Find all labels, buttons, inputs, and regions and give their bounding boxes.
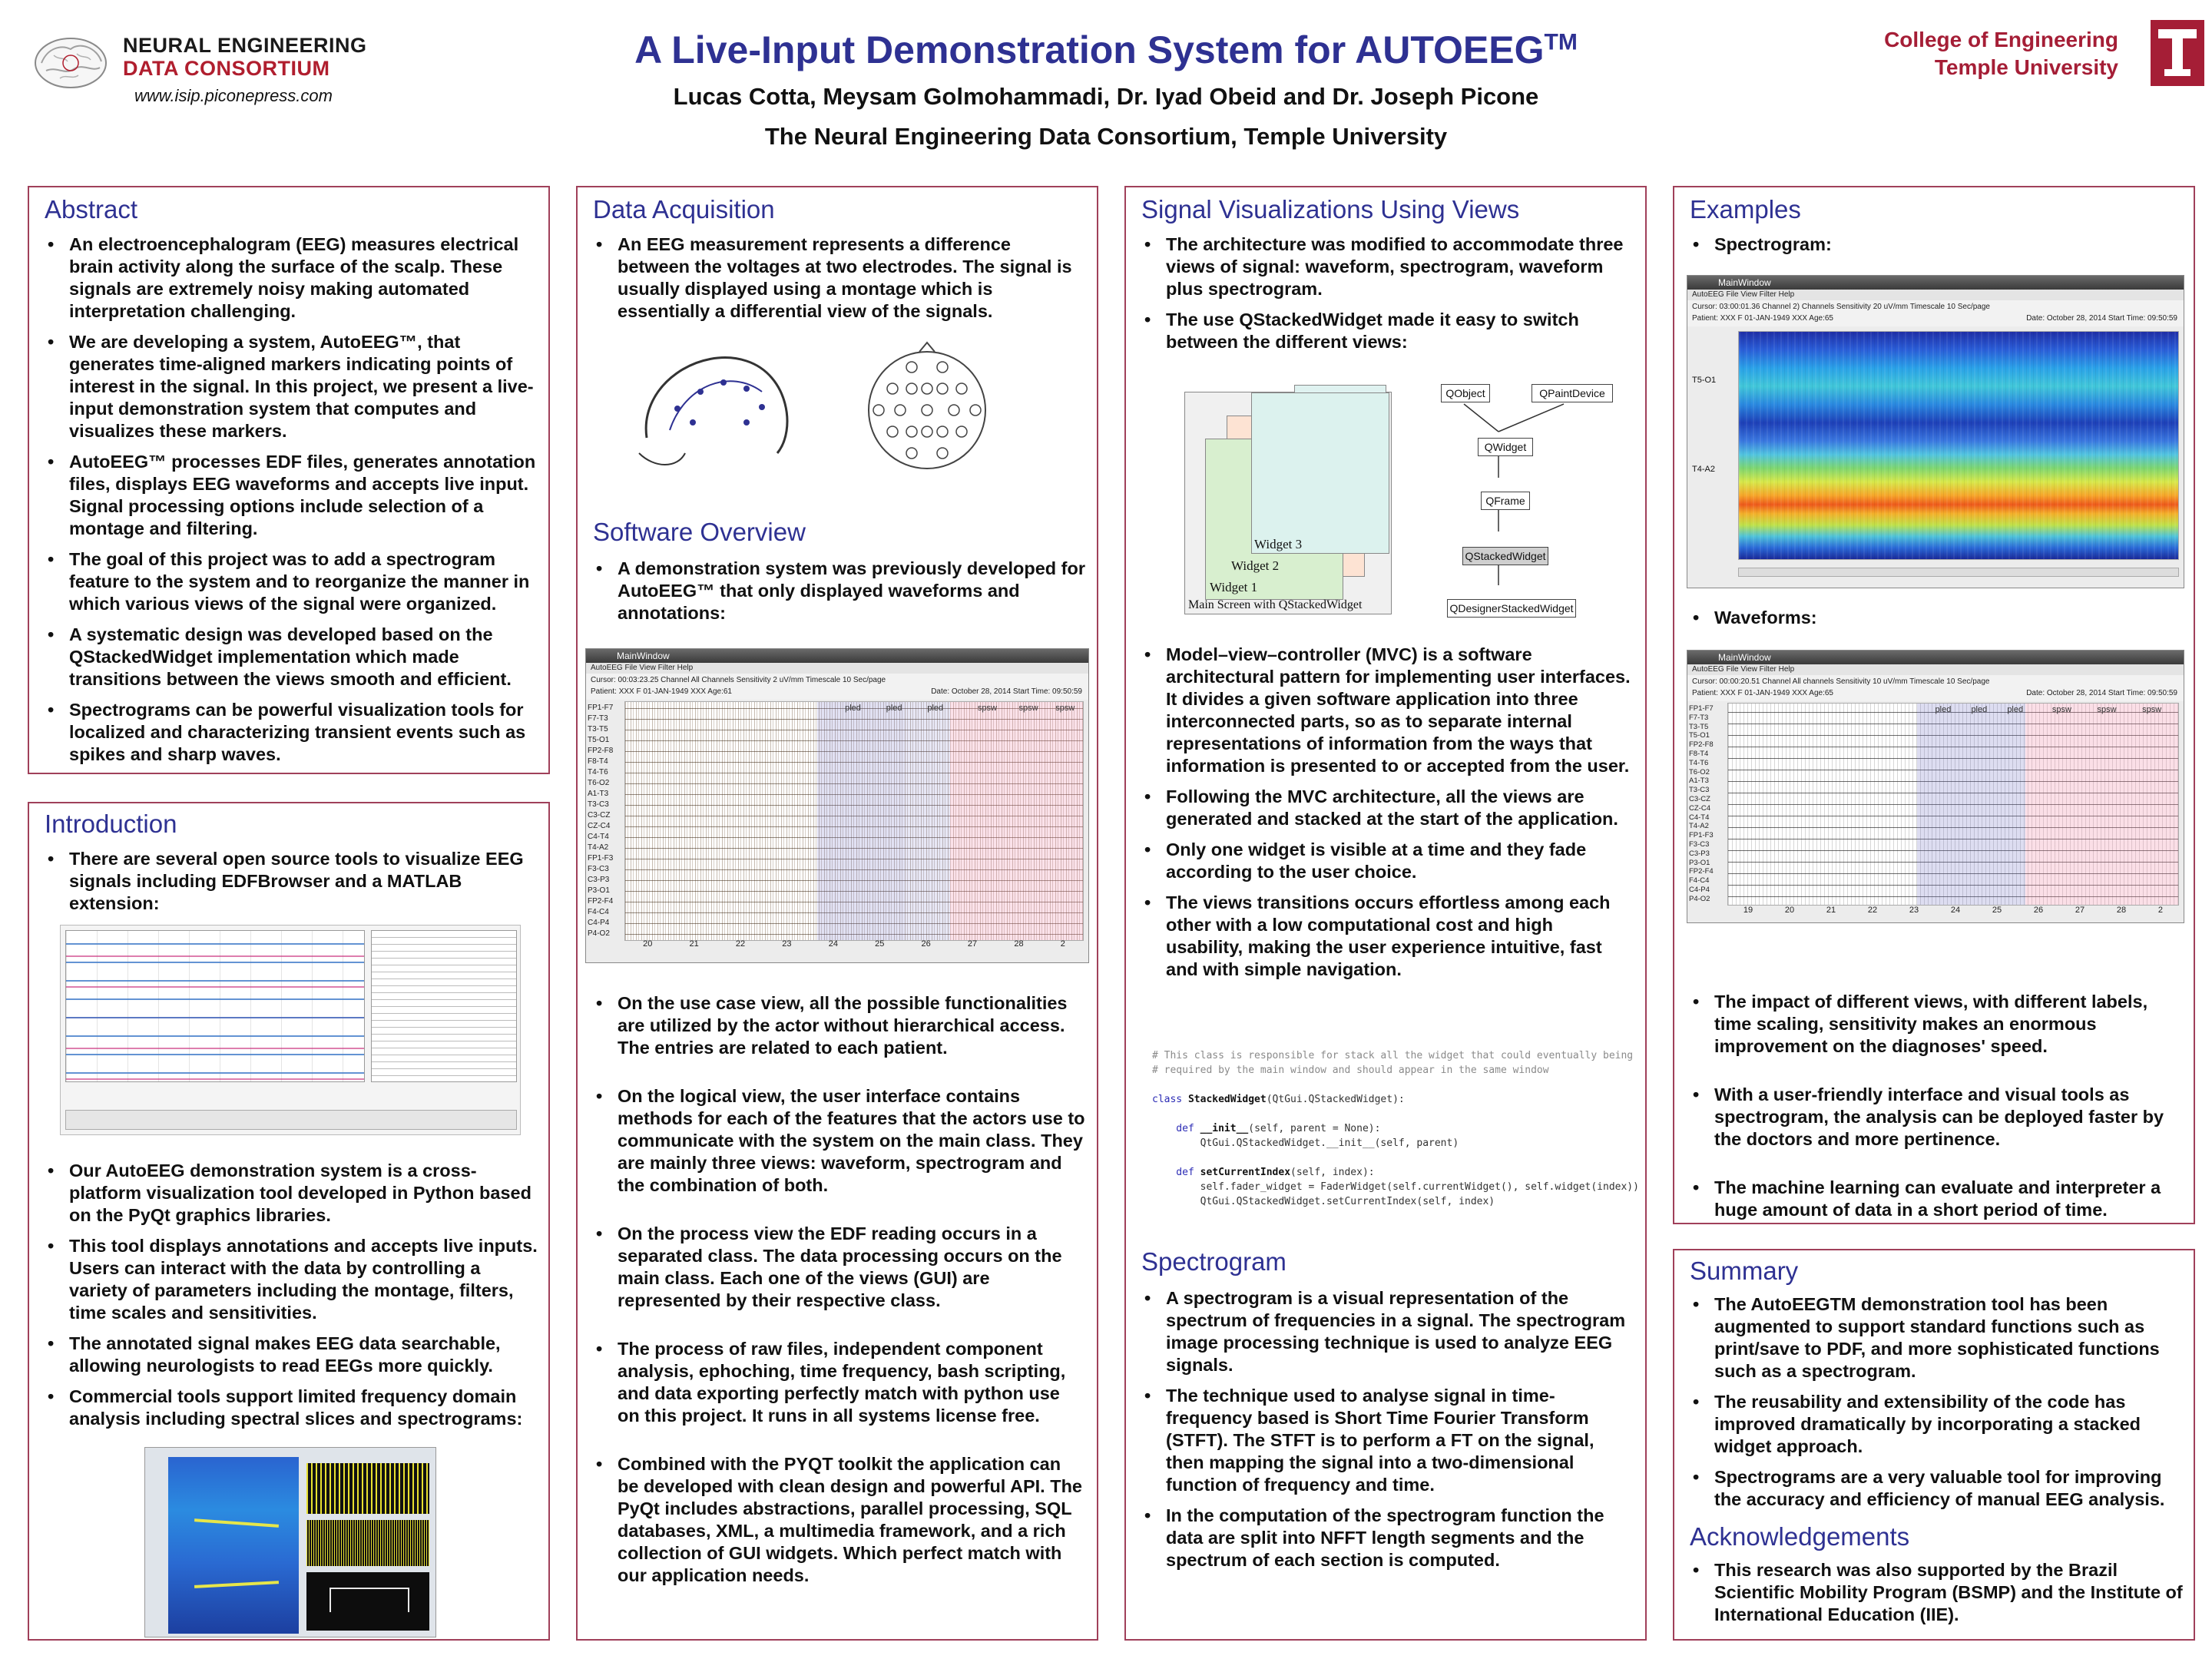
stacked-widget-diagram [1184, 392, 1392, 614]
cursor-readout: Cursor: 00:03:23.25 Channel All Channels Sensitivity 2 uV/mm Timescale 10 Sec/page [591, 676, 886, 684]
tick-label: 24 [828, 939, 838, 949]
list-item: • An EEG measurement represents a difference between the voltages at two electrodes. The signal is usually displayed using a montage which is essentially a differential view of the signals. [594, 233, 1086, 323]
annotation-label: pled [886, 704, 902, 713]
list-item: • The process of raw files, independent component analysis, ephoching, time frequency, bash scripting, and data exporting perfectly match with python use on this project. It runs in all systems license free. [594, 1338, 1086, 1427]
spectrogram-title: Spectrogram [1141, 1247, 1286, 1276]
edfbrowser-screenshot [60, 925, 521, 1135]
annotation-label: spsw [2142, 705, 2162, 714]
list-item: • On the use case view, all the possible functionalities are utilized by the actor without hierarchical access. The entries are related to each patient. [594, 992, 1086, 1059]
introduction-panel [28, 802, 550, 1641]
tick-label: 23 [782, 939, 792, 949]
code-text: QtGui.QStackedWidget.__init__(self, parent) [1152, 1137, 1459, 1149]
window-title: MainWindow [1687, 276, 2184, 290]
window-title: MainWindow [1687, 651, 2184, 664]
code-name: __init__ [1200, 1123, 1249, 1134]
spec-channel-label-2: T4-A2 [1692, 465, 1715, 474]
intro-list-bottom [46, 1160, 538, 1439]
code-text: (QtGui.QStackedWidget): [1266, 1094, 1405, 1105]
annotation-label: spsw [1018, 704, 1038, 713]
title-tm: TM [1544, 29, 1578, 55]
examples-label-spec [1691, 233, 2183, 264]
list-item: • A systematic design was developed based on the QStackedWidget implementation which made transitions between the views smooth and efficient. [46, 624, 538, 690]
list-item: • The architecture was modified to accommodate three views of signal: waveform, spectrogram, waveform plus spectrogram. [1143, 233, 1634, 300]
annotation-label: spsw [977, 704, 997, 713]
list-item: • There are several open source tools to visualize EEG signals including EDFBrowser and a MATLAB extension: [46, 848, 538, 915]
list-item: • On the logical view, the user interface contains methods for each of the features that the actors use to communicate with the system on the main class. They are mainly three views: waveform, spectrogram and the combination of both. [594, 1085, 1086, 1197]
data-acquisition-panel [576, 186, 1098, 1641]
list-item: • Spectrograms can be powerful visualization tools for localized and characterizing transient events such as spikes and sharp waves. [46, 699, 538, 766]
waveform-plot [624, 701, 1084, 941]
date-readout: Date: October 28, 2014 Start Time: 09:50:59 [2026, 689, 2177, 697]
code-keyword: def [1152, 1123, 1200, 1134]
summary-title: Summary [1690, 1257, 1799, 1285]
list-item: • A spectrogram is a visual representation of the spectrum of frequencies in a signal. The spectrogram image processing technique is used to analyze EEG signals. [1143, 1287, 1634, 1376]
list-item: • With a user-friendly interface and visual tools as spectrogram, the analysis can be deployed faster by the doctors and more pertinence. [1691, 1084, 2183, 1151]
stacked-widget-code [1152, 1034, 1639, 1233]
temple-t-logo [2151, 20, 2204, 86]
acknowledgements-title: Acknowledgements [1690, 1522, 1910, 1551]
signal-views-title: Signal Visualizations Using Views [1141, 195, 1520, 224]
widget-3-layer [1251, 392, 1389, 554]
annotation-label: pled [845, 704, 861, 713]
spectrogram-plot [1738, 331, 2179, 560]
annotation-label: spsw [2051, 705, 2071, 714]
examples-panel [1673, 186, 2195, 1224]
list-item: • An electroencephalogram (EEG) measures electrical brain activity along the surface of the scalp. These signals are extremely noisy making automated interpretation challenging. [46, 233, 538, 323]
node-qdesignerstackedwidget: QDesignerStackedWidget [1447, 599, 1576, 618]
window-title: MainWindow [586, 649, 1088, 663]
patient-readout: Patient: XXX F 01-JAN-1949 XXX Age:65 [1692, 689, 1833, 697]
list-item: • The reusability and extensibility of the code has improved dramatically by incorporating a stacked widget approach. [1691, 1391, 2183, 1458]
summary-list [1691, 1293, 2183, 1519]
list-item: • We are developing a system, AutoEEG™, that generates time-aligned markers indicating points of interest in the signal. In this project, we present a live-input demonstration system that computes and visualizes these markers. [46, 331, 538, 442]
list-item: • The machine learning can evaluate and interpreter a huge amount of data in a short period of time. [1691, 1177, 2183, 1221]
views-list-top [1143, 233, 1634, 362]
tick-label: 19 [1743, 906, 1753, 915]
main-screen-label: Main Screen with QStackedWidget [1188, 598, 1363, 611]
annotation-label: pled [1935, 705, 1952, 714]
date-readout: Date: October 28, 2014 Start Time: 09:50:59 [931, 687, 1082, 696]
summary-panel [1673, 1249, 2195, 1641]
spectrogram-list [1143, 1287, 1634, 1580]
list-item: • The goal of this project was to add a spectrogram feature to the system and to reorganize the manner in which various views of the signal were organized. [46, 548, 538, 615]
intro-list-top [46, 848, 538, 923]
tick-label: 28 [1014, 939, 1024, 949]
widget3-label: Widget 3 [1254, 537, 1303, 551]
examples-label-wave [1691, 607, 2183, 637]
tick-label: 22 [1867, 906, 1878, 915]
list-item: • This research was also supported by the Brazil Scientific Mobility Program (BSMP) and the Institute of International Education (IIE). [1691, 1559, 2183, 1626]
list-item: • The annotated signal makes EEG data searchable, allowing neurologists to read EEGs more quickly. [46, 1333, 538, 1377]
channel-labels: FP1-F7 F7-T3 T3-T5 T5-O1 FP2-F8 F8-T4 T4-T6 T6-O2 A1-T3 T3-C3 C3-CZ CZ-C4 C4-T4 T4-A2 FP1-F3 F3-C3 C3-P3 P3-O1 FP2-F4 F4-C4 C4-P4 P4-O2 [588, 704, 614, 938]
examples-list [1691, 991, 2183, 1247]
logo-line1: NEURAL ENGINEERING [123, 34, 367, 57]
tick-label: 26 [2033, 906, 2044, 915]
code-name: StackedWidget [1187, 1094, 1267, 1105]
spec-channel-label-1: T5-O1 [1692, 376, 1717, 385]
tick-label: 28 [2116, 906, 2127, 915]
annotation-label: spsw [2097, 705, 2117, 714]
commercial-spectrogram-screenshot [144, 1447, 436, 1637]
list-item: • Our AutoEEG demonstration system is a cross-platform visualization tool developed in Python based on the PyQt graphics libraries. [46, 1160, 538, 1227]
tick-label: 2 [1060, 939, 1065, 949]
poster-authors: Lucas Cotta, Meysam Golmohammadi, Dr. Iyad Obeid and Dr. Joseph Picone [673, 83, 1539, 110]
window-menu: AutoEEG File View Filter Help [1687, 290, 2184, 300]
software-list-top [594, 558, 1086, 633]
abstract-list [46, 233, 538, 774]
list-item: • Spectrogram: [1691, 233, 2183, 256]
patient-readout: Patient: XXX F 01-JAN-1949 XXX Age:61 [591, 687, 732, 696]
annotation-label: pled [2007, 705, 2024, 714]
list-item: • A demonstration system was previously developed for AutoEEG™ that only displayed waveforms and annotations: [594, 558, 1086, 624]
annotation-label: spsw [1055, 704, 1075, 713]
examples-title: Examples [1690, 195, 1801, 224]
tick-label: 25 [875, 939, 885, 949]
tick-label: 24 [1950, 906, 1961, 915]
spectrogram-window-screenshot [1687, 275, 2184, 588]
electrode-side-view-diagram [624, 338, 808, 484]
list-item: • The use QStackedWidget made it easy to switch between the different views: [1143, 309, 1634, 353]
code-text: QtGui.QStackedWidget.setCurrentIndex(self, index) [1152, 1196, 1495, 1207]
list-item: • Only one widget is visible at a time and they fade according to the user choice. [1143, 839, 1634, 883]
code-keyword: class [1152, 1094, 1188, 1105]
scrollbar[interactable] [1738, 568, 2179, 577]
list-item: • Spectrograms are a very valuable tool for improving the accuracy and efficiency of manual EEG analysis. [1691, 1466, 2183, 1511]
time-axis [1727, 906, 2179, 916]
channel-labels: FP1-F7 F7-T3 T3-T5 T5-O1 FP2-F8 F8-T4 T4-T6 T6-O2 A1-T3 T3-C3 C3-CZ CZ-C4 C4-T4 T4-A2 FP1-F3 F3-C3 C3-P3 P3-O1 FP2-F4 F4-C4 C4-P4 P4-O2 [1689, 704, 1714, 903]
tick-label: 27 [2075, 906, 2085, 915]
college-name [1884, 26, 2118, 81]
node-qstackedwidget: QStackedWidget [1462, 547, 1548, 565]
tick-label: 2 [2157, 906, 2163, 915]
software-overview-title: Software Overview [593, 518, 806, 546]
list-item: • The AutoEEGTM demonstration tool has been augmented to support standard functions such as print/save to PDF, and more sophisticated functions such as a spectrogram. [1691, 1293, 2183, 1382]
signal-views-panel [1124, 186, 1647, 1641]
node-qframe: QFrame [1481, 492, 1530, 510]
patient-readout: Patient: XXX F 01-JAN-1949 XXX Age:65 [1692, 314, 1833, 323]
code-comment-2: # required by the main window and should appear in the same window [1152, 1065, 1549, 1076]
cursor-readout: Cursor: 00:00:20.51 Channel All channels Sensitivity 10 uV/mm Timescale 10 Sec/page [1692, 677, 1990, 686]
node-qobject: QObject [1441, 384, 1490, 402]
list-item: • AutoEEG™ processes EDF files, generates annotation files, displays EEG waveforms and accepts live input. Signal processing options include selection of a montage and filtering. [46, 451, 538, 540]
logo-line2: DATA CONSORTIUM [123, 57, 330, 80]
tick-label: 21 [1826, 906, 1836, 915]
list-item: • This tool displays annotations and accepts live inputs. Users can interact with the data by controlling a variety of parameters including the montage, filters, time scales and sensitivities. [46, 1235, 538, 1324]
list-item: • Combined with the PYQT toolkit the application can be developed with clean design and powerful API. The PyQt includes abstractions, parallel processing, SQL databases, XML, a multimedia framework, and a rich collection of GUI widgets. Which perfect match with our application needs. [594, 1453, 1086, 1587]
window-menu: AutoEEG File View Filter Help [586, 663, 1088, 674]
list-item: • In the computation of the spectrogram function the data are split into NFFT length segments and the spectrum of each section is computed. [1143, 1505, 1634, 1571]
acq-list [594, 233, 1086, 331]
website-url[interactable]: www.isip.piconepress.com [134, 86, 333, 105]
tick-label: 21 [689, 939, 699, 949]
cursor-readout: Cursor: 03:00:01.36 Channel 2) Channels Sensitivity 20 uV/mm Timescale 10 Sec/page [1692, 303, 1990, 311]
college-line2: Temple University [1934, 55, 2118, 79]
list-item: • Waveforms: [1691, 607, 2183, 629]
waveform-window-screenshot [1687, 650, 2184, 923]
title-text: A Live-Input Demonstration System for AUTOEEG [634, 28, 1545, 71]
code-comment-1: # This class is responsible for stack all the widget that could eventually being [1152, 1050, 1634, 1061]
annotation-label: pled [927, 704, 944, 713]
poster-title [0, 28, 2212, 72]
node-qwidget: QWidget [1478, 438, 1533, 456]
tick-label: 26 [921, 939, 931, 949]
abstract-title: Abstract [45, 195, 138, 224]
tick-label: 27 [967, 939, 978, 949]
list-item: • Model–view–controller (MVC) is a software architectural pattern for implementing user interfaces. It divides a given software application into three interconnected parts, so as to separate internal representations of information from the ways that information is presented to or accepted from the user. [1143, 644, 1634, 777]
acknowledgements-list [1691, 1559, 2183, 1634]
tick-label: 22 [735, 939, 746, 949]
abstract-panel [28, 186, 550, 774]
autoeeg-window-screenshot [585, 648, 1089, 963]
code-text: (self, parent = None): [1248, 1123, 1381, 1134]
code-text: (self, index): [1290, 1167, 1375, 1178]
poster-affiliation: The Neural Engineering Data Consortium, Temple University [764, 123, 1448, 150]
annotation-label: pled [1971, 705, 1988, 714]
list-item: • The impact of different views, with different labels, time scaling, sensitivity makes an enormous improvement on the diagnoses' speed. [1691, 991, 2183, 1058]
list-item: • Commercial tools support limited frequency domain analysis including spectral slices and spectrograms: [46, 1386, 538, 1430]
time-axis [624, 939, 1084, 950]
data-acquisition-title: Data Acquisition [593, 195, 775, 224]
window-menu: AutoEEG File View Filter Help [1687, 664, 2184, 675]
widget2-label: Widget 2 [1231, 558, 1280, 573]
list-item: • The views transitions occurs effortless among each other with a low computational cost and high usability, making the user experience intuitive, fast and with simple navigation. [1143, 892, 1634, 981]
code-keyword: def [1152, 1167, 1200, 1178]
list-item: • Following the MVC architecture, all the views are generated and stacked at the start of the application. [1143, 786, 1634, 830]
tick-label: 20 [643, 939, 653, 949]
widget1-label: Widget 1 [1210, 580, 1258, 594]
node-qpaintdevice: QPaintDevice [1532, 384, 1613, 402]
code-text: self.fader_widget = FaderWidget(self.currentWidget(), self.widget(index)) [1152, 1181, 1639, 1193]
tick-label: 23 [1909, 906, 1919, 915]
introduction-title: Introduction [45, 810, 177, 838]
window-controls [586, 674, 1088, 700]
tick-label: 25 [1992, 906, 2002, 915]
college-line1: College of Engineering [1884, 28, 2118, 51]
software-list-bottom [594, 992, 1086, 1613]
window-controls [1687, 675, 2184, 701]
tick-label: 20 [1784, 906, 1795, 915]
code-name: setCurrentIndex [1200, 1167, 1291, 1178]
date-readout: Date: October 28, 2014 Start Time: 09:50:59 [2026, 314, 2177, 323]
waveform-plot [1727, 703, 2179, 906]
list-item: • The technique used to analyse signal in time-frequency based is Short Time Fourier Transform (STFT). The STFT is to perform a FT on the signal, then mapping the signal into a two-dimensional function of frequency and time. [1143, 1385, 1634, 1496]
views-list-bottom [1143, 644, 1634, 989]
window-controls [1687, 300, 2184, 326]
list-item: • On the process view the EDF reading occurs in a separated class. The data processing occurs on the main class. Each one of the views (GUI) are represented by their respective class. [594, 1223, 1086, 1312]
electrode-top-view-diagram [862, 341, 992, 476]
